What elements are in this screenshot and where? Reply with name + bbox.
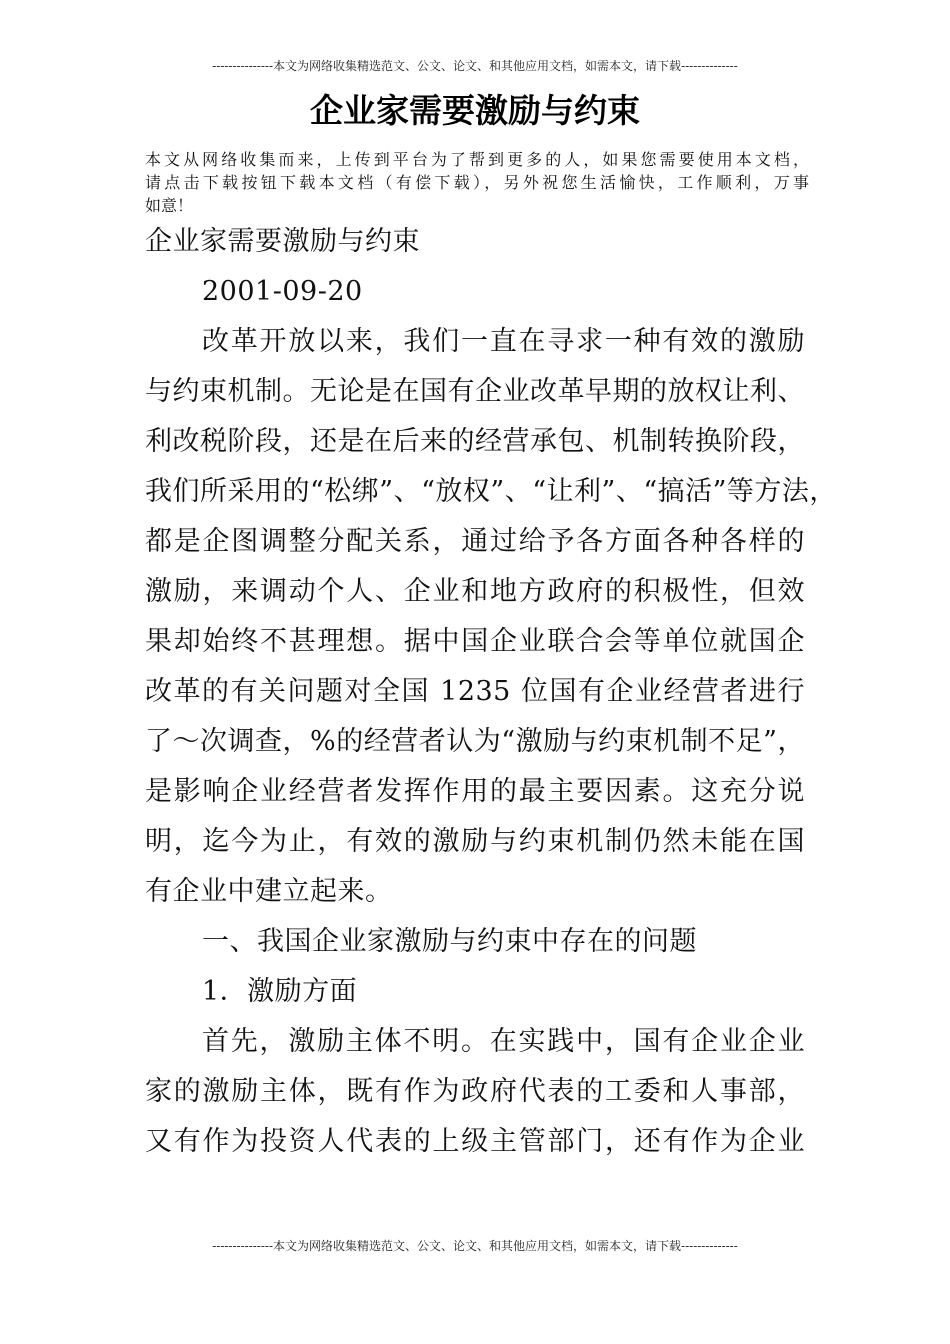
paragraph-line: 与约束机制。无论是在国有企业改革早期的放权让利、 (145, 376, 805, 407)
document-title: 企业家需要激励与约束 (310, 91, 640, 130)
paragraph-line: 改革的有关问题对全国 1235 位国有企业经营者进行 (145, 676, 805, 707)
article-date: 2001-09-20 (202, 276, 363, 307)
paragraph-line: 果却始终不甚理想。据中国企业联合会等单位就国企 (145, 626, 805, 657)
intro-line: 本文从网络收集而来，上传到平台为了帮到更多的人，如果您需要使用本文档， (145, 150, 809, 169)
intro-line: 请点击下载按钮下载本文档（有偿下载），另外祝您生活愉快，工作顺利，万事 (145, 173, 809, 192)
paragraph-line: 改革开放以来，我们一直在寻求一种有效的激励 (202, 326, 805, 357)
paragraph-line: 明，迄今为止，有效的激励与约束机制仍然未能在国 (145, 826, 805, 857)
paragraph-line: 家的激励主体，既有作为政府代表的工委和人事部， (145, 1076, 805, 1107)
paragraph-line: 又有作为投资人代表的上级主管部门，还有作为企业 (145, 1126, 805, 1157)
paragraph-line: 激励，来调动个人、企业和地方政府的积极性，但效 (145, 576, 805, 607)
paragraph-line: 我们所采用的“松绑”、“放权”、“让利”、“搞活”等方法， (145, 476, 837, 507)
subsection-heading: 1．激励方面 (202, 976, 358, 1007)
intro-line: 如意！ (145, 196, 194, 215)
paragraph-line: 有企业中建立起来。 (145, 876, 393, 907)
article-heading: 企业家需要激励与约束 (145, 226, 420, 257)
paragraph-line: 了～次调查，%的经营者认为“激励与约束机制不足”， (145, 726, 805, 757)
paragraph-line: 首先，激励主体不明。在实践中，国有企业企业 (202, 1026, 805, 1057)
paragraph-line: 都是企图调整分配关系，通过给予各方面各种各样的 (145, 526, 805, 557)
paragraph-line: 利改税阶段，还是在后来的经营承包、机制转换阶段， (145, 426, 805, 457)
paragraph-line: 是影响企业经营者发挥作用的最主要因素。这充分说 (145, 776, 805, 807)
section-heading: 一、我国企业家激励与约束中存在的问题 (202, 926, 697, 957)
footer-banner: ---------------本文为网络收集精选范文、公文、论文、和其他应用文档，如需本文，请下载-------------- (212, 1239, 738, 1253)
header-banner: ---------------本文为网络收集精选范文、公文、论文、和其他应用文档，如需本文，请下载-------------- (212, 59, 738, 73)
